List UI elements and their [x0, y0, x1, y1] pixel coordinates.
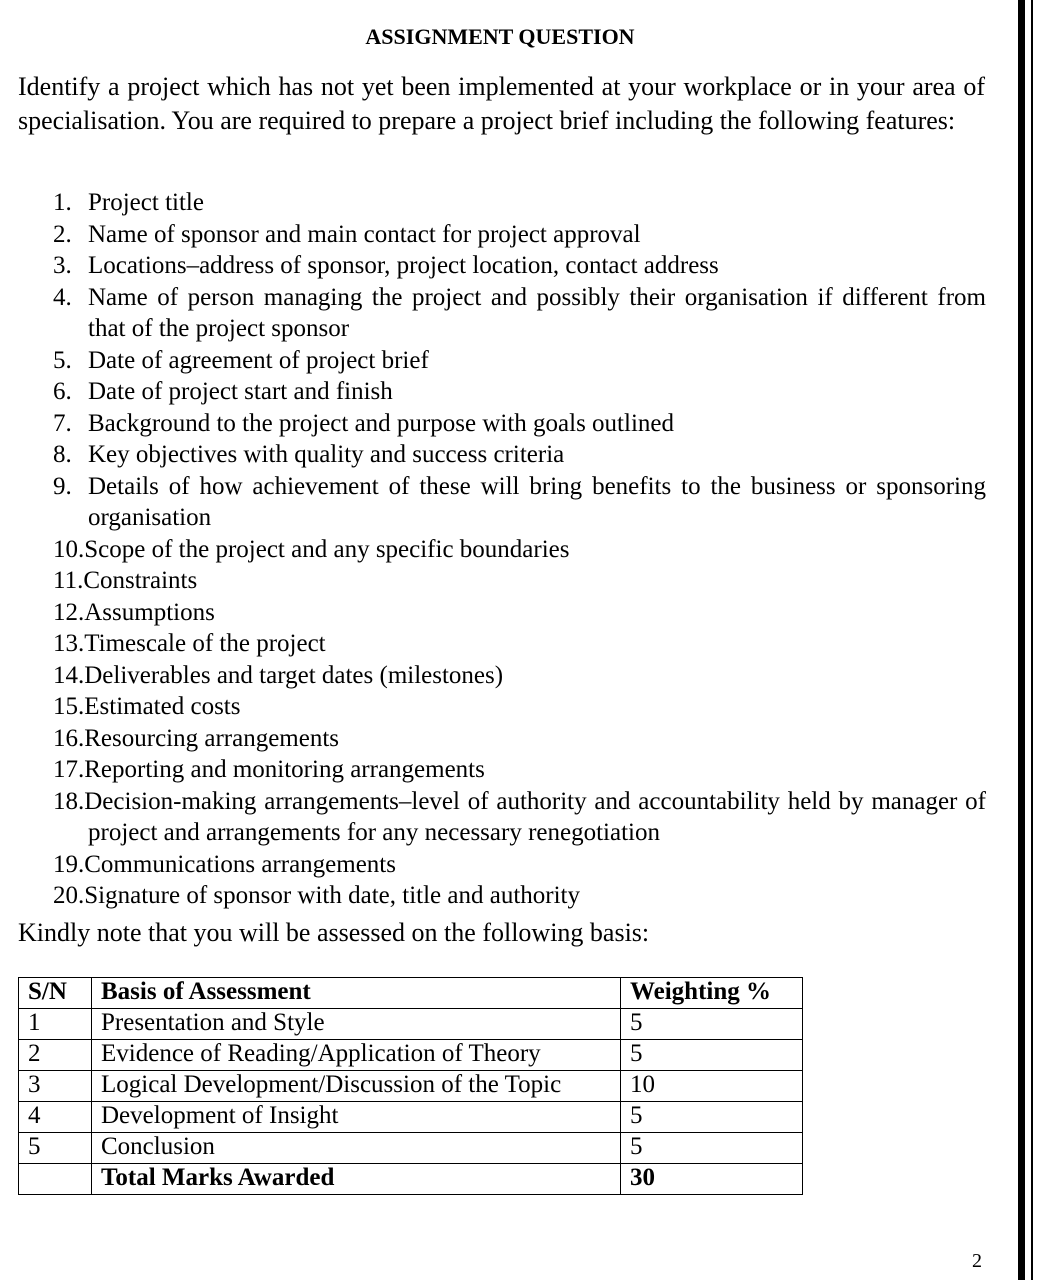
list-item	[53, 250, 986, 282]
assessment-table	[18, 977, 803, 1195]
list-item-text: Communications arrangements	[84, 850, 396, 878]
list-item-text: Assumptions	[84, 598, 215, 626]
list-item	[53, 754, 986, 786]
list-item-number: 7.	[53, 409, 72, 437]
list-item-number: 9.	[53, 472, 72, 500]
list-item-text: Locations–address of sponsor, project location, contact address	[88, 252, 719, 279]
list-item	[53, 439, 986, 471]
list-item-text: Estimated costs	[84, 693, 241, 720]
table-row	[19, 1133, 803, 1164]
list-item	[53, 628, 986, 660]
list-item-number: 15.	[53, 693, 85, 720]
list-item-text: Date of project start and finish	[88, 378, 393, 405]
list-item	[53, 345, 986, 377]
page-number: 2	[972, 1250, 982, 1272]
cell-basis: Presentation and Style	[92, 1009, 621, 1040]
cell-sn: 5	[19, 1133, 92, 1164]
assessment-note: Kindly note that you will be assessed on the following basis:	[18, 918, 650, 947]
list-item-number: 4.	[53, 283, 72, 311]
cell-basis: Development of Insight	[92, 1102, 621, 1133]
list-item-text: Date of agreement of project brief	[88, 346, 429, 374]
cell-sn: 2	[19, 1040, 92, 1071]
cell-weighting: 5	[621, 1102, 803, 1133]
list-item-text: Reporting and monitoring arrangements	[84, 756, 485, 783]
list-item-number: 5.	[53, 346, 72, 374]
list-item	[53, 723, 986, 755]
list-item-number: 6.	[53, 378, 72, 405]
page-title: ASSIGNMENT QUESTION	[365, 24, 635, 49]
page-border-thick	[1018, 0, 1025, 1280]
list-item-text: Details of how achievement of these will bring benefits to the business or sponsoring organisation	[88, 472, 986, 531]
list-item	[53, 534, 986, 566]
list-item	[53, 786, 986, 849]
list-item-text: Project title	[88, 189, 204, 216]
header-sn: S/N	[19, 978, 92, 1009]
list-item	[53, 660, 986, 692]
list-item	[53, 282, 986, 345]
list-item-text: Deliverables and target dates (milestones)	[84, 661, 504, 689]
table-row	[19, 1009, 803, 1040]
list-item-text: Scope of the project and any specific boundaries	[84, 535, 570, 563]
table-row	[19, 1102, 803, 1133]
list-item-text: Signature of sponsor with date, title and authority	[84, 882, 580, 909]
list-item	[53, 565, 986, 597]
page-border-thin	[1031, 0, 1033, 1280]
cell-total-label: Total Marks Awarded	[92, 1164, 621, 1195]
intro-paragraph: Identify a project which has not yet been implemented at your workplace or in your area of specialisation. You are required to prepare a project brief including the following features:	[18, 72, 985, 135]
list-item-number: 2.	[53, 220, 72, 248]
list-item-number: 20.	[53, 882, 85, 909]
cell-weighting: 5	[621, 1040, 803, 1071]
cell-sn: 3	[19, 1071, 92, 1102]
cell-basis: Logical Development/Discussion of the Topic	[92, 1071, 621, 1102]
header-basis: Basis of Assessment	[92, 978, 621, 1009]
list-item-number: 18.	[53, 787, 85, 815]
list-item-text: Resourcing arrangements	[84, 724, 340, 752]
cell-weighting: 5	[621, 1009, 803, 1040]
list-item	[53, 691, 986, 723]
list-item	[53, 187, 986, 219]
list-item-text: Key objectives with quality and success criteria	[88, 441, 565, 468]
list-item-number: 19.	[53, 850, 85, 878]
cell-basis: Conclusion	[92, 1133, 621, 1164]
list-item	[53, 849, 986, 881]
list-item-text: Background to the project and purpose with goals outlined	[88, 409, 674, 437]
list-item	[53, 597, 986, 629]
list-item	[53, 880, 986, 912]
list-item-text: Decision-making arrangements–level of authority and accountability held by manager of project and arrangements for any necessary renegotiation	[84, 787, 986, 846]
list-item-number: 1.	[53, 189, 72, 216]
list-item	[53, 408, 986, 440]
list-item-number: 12.	[53, 598, 85, 626]
table-header-row	[19, 978, 803, 1009]
cell-sn: 1	[19, 1009, 92, 1040]
list-item-text: Timescale of the project	[84, 630, 326, 657]
cell-basis: Evidence of Reading/Application of Theory	[92, 1040, 621, 1071]
cell-weighting: 5	[621, 1133, 803, 1164]
list-item-text: Name of sponsor and main contact for project approval	[88, 220, 641, 248]
list-item-number: 8.	[53, 441, 72, 468]
cell-total-sn	[19, 1164, 92, 1195]
list-item-number: 13.	[53, 630, 85, 657]
list-item	[53, 471, 986, 534]
list-item-number: 10.	[53, 535, 85, 563]
header-weighting: Weighting %	[621, 978, 803, 1009]
list-item-text: Constraints	[83, 567, 198, 594]
list-item-number: 17.	[53, 756, 85, 783]
table-row	[19, 1040, 803, 1071]
features-list	[53, 187, 986, 912]
cell-weighting: 10	[621, 1071, 803, 1102]
list-item	[53, 219, 986, 251]
cell-sn: 4	[19, 1102, 92, 1133]
list-item	[53, 376, 986, 408]
list-item-number: 3.	[53, 252, 72, 279]
list-item-number: 11.	[53, 567, 84, 594]
list-item-number: 16.	[53, 724, 85, 752]
table-row	[19, 1071, 803, 1102]
list-item-text: Name of person managing the project and possibly their organisation if different from that of the project sponsor	[88, 283, 986, 342]
list-item-number: 14.	[53, 661, 85, 689]
cell-total-value: 30	[621, 1164, 803, 1195]
table-total-row	[19, 1164, 803, 1195]
